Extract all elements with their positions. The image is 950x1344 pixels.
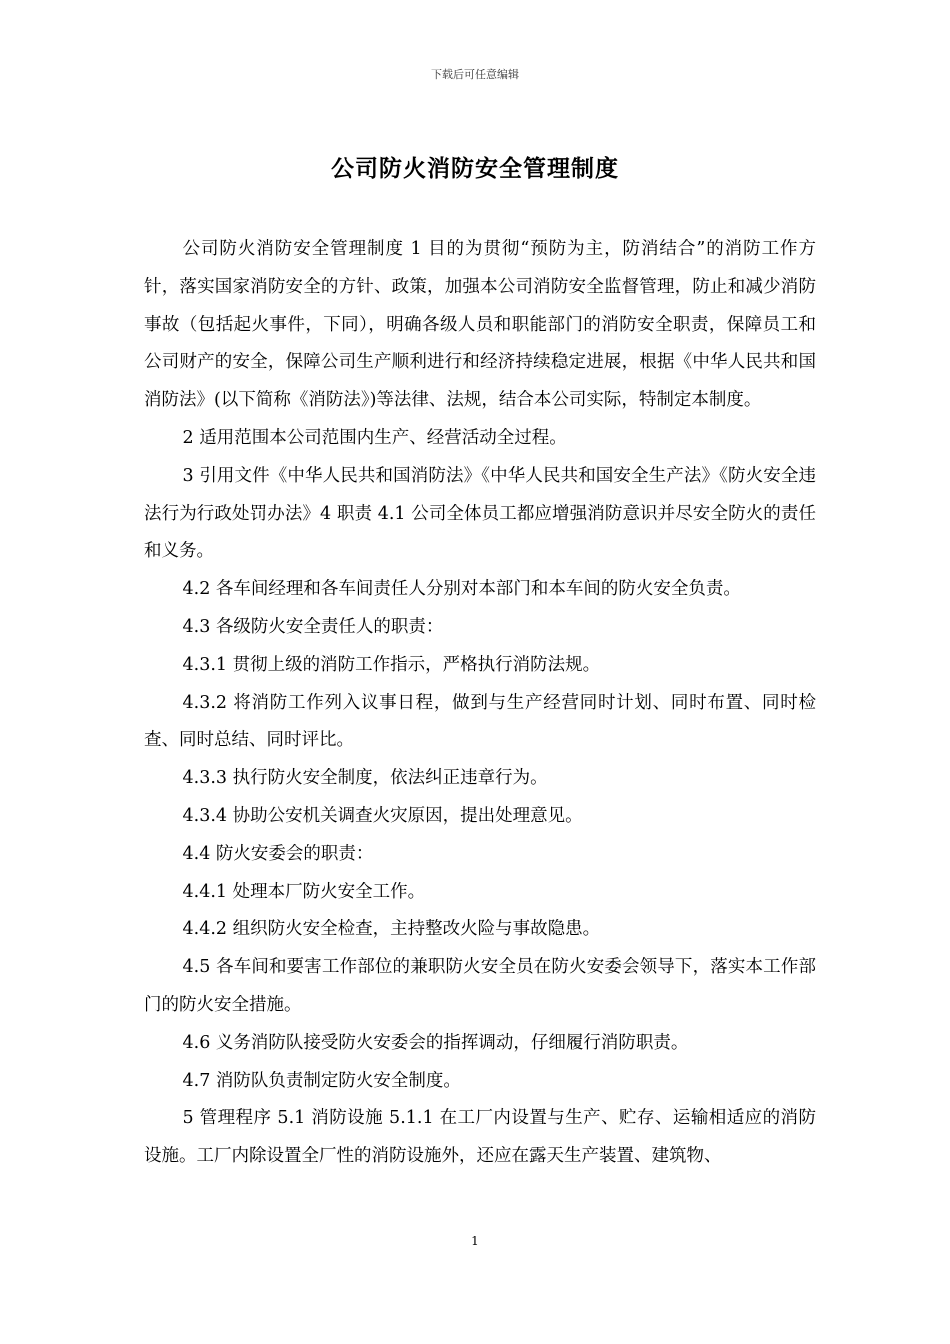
document-title: 公司防火消防安全管理制度	[331, 155, 619, 182]
paragraph-4-4-1: 4.4.1 处理本厂防火安全工作。	[182, 881, 426, 902]
paragraph-4-2: 4.2 各车间经理和各车间责任人分别对本部门和本车间的防火安全负责。	[182, 579, 741, 600]
paragraph-4-7: 4.7 消防队负责制定防火安全制度。	[182, 1070, 461, 1091]
page-header-note: 下载后可任意编辑	[431, 68, 519, 81]
document-body	[144, 231, 816, 1176]
paragraph-4-3: 4.3 各级防火安全责任人的职责：	[182, 616, 444, 637]
paragraph-4-3-1: 4.3.1 贯彻上级的消防工作指示，严格执行消防法规。	[182, 654, 601, 675]
paragraph-4-3-2: 4.3.2 将消防工作列入议事日程，做到与生产经营同时计划、同时布置、同时检查、同时总结、同时评比。	[144, 692, 816, 751]
paragraph-4-6: 4.6 义务消防队接受防火安委会的指挥调动，仔细履行消防职责。	[182, 1032, 689, 1053]
paragraph-4-5: 4.5 各车间和要害工作部位的兼职防火安全员在防火安委会领导下，落实本工作部门的防火安全措施。	[144, 957, 816, 1015]
paragraph-4-3-3: 4.3.3 执行防火安全制度，依法纠正违章行为。	[182, 768, 548, 789]
paragraph-references: 3 引用文件《中华人民共和国消防法》《中华人民共和国安全生产法》《防火安全违法行为行政处罚办法》4 职责 4.1 公司全体员工都应增强消防意识并尽安全防火的责任和义务。	[144, 465, 816, 562]
page-number: 1	[471, 1234, 479, 1248]
paragraph-purpose: 公司防火消防安全管理制度 1 目的为贯彻“预防为主，防消结合”的消防工作方针，落实国家消防安全的方针、政策，加强本公司消防安全监督管理，防止和减少消防事故（包括起火事件，下同），明确各级人员和职能部门的消防安全职责，保障员工和公司财产的安全，保障公司生产顺利进行和经济持续稳定进展，根据《中华人民共和国消防法》(以下简称《消防法》)等法律、法规，结合本公司实际，特制定本制度。	[144, 239, 816, 411]
paragraph-4-4-2: 4.4.2 组织防火安全检查，主持整改火险与事故隐患。	[182, 919, 601, 940]
paragraph-4-3-4: 4.3.4 协助公安机关调查火灾原因，提出处理意见。	[182, 805, 583, 826]
paragraph-4-4: 4.4 防火安委会的职责：	[182, 843, 374, 864]
paragraph-5-procedures: 5 管理程序 5.1 消防设施 5.1.1 在工厂内设置与生产、贮存、运输相适应的消防设施。工厂内除设置全厂性的消防设施外，还应在露天生产装置、建筑物、	[144, 1108, 816, 1167]
paragraph-scope: 2 适用范围本公司范围内生产、经营活动全过程。	[182, 427, 567, 448]
